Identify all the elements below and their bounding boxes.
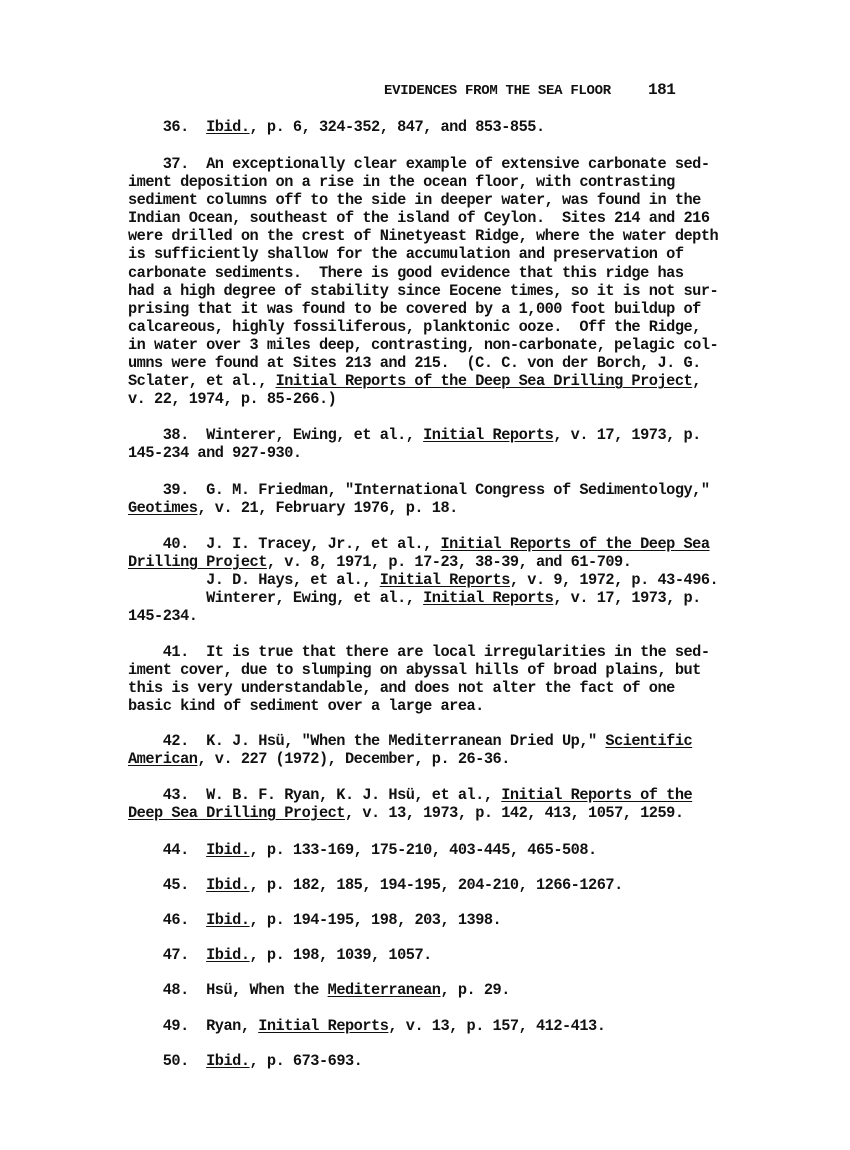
footnote-line	[128, 571, 719, 590]
underlined-citation-text: Ibid.	[206, 946, 250, 964]
footnote-text: 48. Hsü, When the	[128, 981, 328, 999]
footnote-line	[128, 444, 703, 462]
footnote-text: is sufficiently shallow for the accumulation and preservation of	[128, 245, 684, 264]
underlined-citation-text: Scientific	[605, 732, 693, 750]
footnote-text: 50.	[128, 1052, 207, 1070]
footnote-line	[128, 118, 703, 136]
footnote-text: 36.	[128, 118, 207, 136]
footnote-41	[128, 643, 710, 716]
footnote-line	[128, 911, 703, 929]
footnote-43	[128, 786, 703, 822]
footnote-text: Winterer, Ewing, et al.,	[128, 589, 424, 608]
page-header	[384, 81, 684, 100]
underlined-citation-text: Ibid.	[206, 911, 250, 929]
footnote-text: , p. 133-169, 175-210, 403-445, 465-508.	[249, 841, 597, 859]
footnote-line	[128, 679, 703, 697]
underlined-citation-text: Initial Reports	[258, 1017, 389, 1035]
footnote-line	[128, 481, 710, 499]
footnote-text: , p. 29.	[440, 981, 510, 999]
underlined-citation-text: Ibid.	[206, 1052, 250, 1070]
footnote-text: 41. It is true that there are local irregularities in the sed-	[128, 643, 710, 661]
underlined-citation-text: Ibid.	[206, 876, 250, 894]
footnote-text: 42. K. J. Hsü, "When the Mediterranean Dried Up,"	[128, 732, 606, 750]
footnote-text: had a high degree of stability since Eocene times, so it is not sur-	[128, 281, 719, 300]
footnote-text: , v. 13, 1973, p. 142, 413, 1057, 1259.	[345, 804, 684, 823]
footnote-text: 43. W. B. F. Ryan, K. J. Hsü, et al.,	[128, 786, 502, 804]
footnote-line	[128, 661, 703, 679]
footnote-40	[128, 535, 719, 626]
footnote-text: 145-234.	[128, 607, 198, 626]
footnote-text: calcareous, highly fossiliferous, planktonic ooze. Off the Ridge,	[128, 317, 701, 336]
footnote-line	[128, 1052, 703, 1070]
footnote-line	[128, 697, 703, 715]
footnote-line	[128, 804, 703, 822]
footnote-text: basic kind of sediment over a large area.	[128, 697, 484, 716]
footnote-text: 145-234 and 927-930.	[128, 444, 302, 463]
footnote-text: , v. 21, February 1976, p. 18.	[197, 499, 458, 518]
footnote-line	[128, 227, 719, 246]
footnote-line	[128, 589, 703, 607]
footnote-line	[128, 264, 703, 282]
footnote-line	[128, 841, 703, 859]
footnote-line	[128, 300, 703, 318]
footnote-text: , v. 9, 1972, p. 43-496.	[509, 571, 719, 590]
footnote-text: 37. An exceptionally clear example of extensive carbonate sed-	[128, 155, 710, 173]
footnote-text: J. D. Hays, et al.,	[128, 571, 380, 590]
underlined-citation-text: Initial Reports of the	[501, 786, 693, 804]
footnote-44	[128, 841, 703, 859]
footnote-text: , v. 13, p. 157, 412-413.	[388, 1017, 606, 1035]
underlined-citation-text: American	[128, 750, 198, 769]
footnote-text: Indian Ocean, southeast of the island of Ceylon. Sites 214 and 216	[128, 209, 710, 228]
footnote-46	[128, 911, 703, 929]
underlined-citation-text: Ibid.	[206, 841, 250, 859]
footnote-line	[128, 209, 710, 228]
footnote-text: iment cover, due to slumping on abyssal hills of broad plains, but	[128, 661, 701, 680]
footnote-text: 39. G. M. Friedman, "International Congress of Sedimentology,"	[128, 481, 710, 499]
footnote-line	[128, 390, 703, 408]
footnote-line	[128, 281, 719, 300]
footnote-47	[128, 946, 703, 964]
footnote-line	[128, 354, 703, 372]
underlined-citation-text: Initial Reports	[379, 571, 510, 590]
underlined-citation-text: Initial Reports	[423, 426, 554, 444]
footnote-36	[128, 118, 703, 136]
footnote-text: ,	[692, 372, 701, 391]
footnote-line	[128, 372, 703, 390]
underlined-citation-text: Mediterranean	[327, 981, 441, 999]
footnote-48	[128, 981, 703, 999]
footnote-line	[128, 318, 703, 336]
footnote-text: , v. 227 (1972), December, p. 26-36.	[197, 750, 510, 769]
footnote-line	[128, 191, 703, 209]
footnote-text: 47.	[128, 946, 207, 964]
footnote-text: 44.	[128, 841, 207, 859]
footnote-line	[128, 173, 703, 191]
underlined-citation-text: Drilling Project	[128, 553, 267, 572]
footnote-text: 49. Ryan,	[128, 1017, 259, 1035]
footnote-text: umns were found at Sites 213 and 215. (C. C. von der Borch, J. G.	[128, 354, 701, 373]
footnote-line	[128, 607, 703, 625]
footnote-line	[128, 786, 703, 804]
footnote-text: 40. J. I. Tracey, Jr., et al.,	[128, 535, 441, 553]
footnote-text: , p. 182, 185, 194-195, 204-210, 1266-1267.	[249, 876, 623, 894]
footnote-line	[128, 732, 703, 750]
footnote-39	[128, 481, 710, 518]
footnote-line	[128, 876, 703, 894]
footnote-text: , v. 17, 1973, p.	[553, 589, 701, 608]
footnote-text: iment deposition on a rise in the ocean floor, with contrasting	[128, 173, 675, 192]
underlined-citation-text: Deep Sea Drilling Project	[128, 804, 345, 823]
footnote-49	[128, 1017, 703, 1035]
footnote-text: , v. 17, 1973, p.	[553, 426, 701, 444]
underlined-citation-text: Geotimes	[128, 499, 198, 518]
footnote-text: , p. 194-195, 198, 203, 1398.	[249, 911, 502, 929]
footnote-line	[128, 750, 703, 768]
underlined-citation-text: Initial Reports of the Deep Sea	[440, 535, 710, 553]
footnote-text: , v. 8, 1971, p. 17-23, 38-39, and 61-709.	[266, 553, 632, 572]
footnote-text: sediment columns off to the side in deeper water, was found in the	[128, 191, 701, 210]
footnote-42	[128, 732, 703, 768]
underlined-citation-text: Ibid.	[206, 118, 250, 136]
footnote-text: prising that it was found to be covered by a 1,000 foot buildup of	[128, 299, 701, 318]
underlined-citation-text: Initial Reports	[423, 589, 554, 608]
footnote-text: carbonate sediments. There is good evidence that this ridge has	[128, 263, 684, 282]
footnote-45	[128, 876, 703, 894]
footnote-text: 46.	[128, 911, 207, 929]
footnote-text: this is very understandable, and does not alter the fact of one	[128, 679, 675, 698]
footnote-38	[128, 426, 703, 462]
footnote-text: 45.	[128, 876, 207, 894]
footnote-text: in water over 3 miles deep, contrasting, non-carbonate, pelagic col-	[128, 335, 719, 354]
footnote-line	[128, 155, 710, 173]
footnote-line	[128, 553, 703, 571]
footnote-line	[128, 1017, 703, 1035]
footnote-text: were drilled on the crest of Ninetyeast Ridge, where the water depth	[128, 227, 719, 246]
footnote-text: , p. 6, 324-352, 847, and 853-855.	[249, 118, 545, 136]
footnote-line	[128, 946, 703, 964]
underlined-citation-text: Initial Reports of the Deep Sea Drilling Project	[275, 372, 693, 391]
running-head: EVIDENCES FROM THE SEA FLOOR	[384, 83, 611, 99]
footnote-line	[128, 643, 710, 661]
footnote-text: 38. Winterer, Ewing, et al.,	[128, 426, 424, 444]
footnote-line	[128, 535, 710, 553]
footnote-50	[128, 1052, 703, 1070]
footnote-line	[128, 499, 703, 517]
footnote-text: v. 22, 1974, p. 85-266.)	[128, 390, 337, 409]
footnote-line	[128, 426, 703, 444]
page-number: 181	[648, 81, 676, 99]
footnote-line	[128, 335, 719, 354]
footnote-text: Sclater, et al.,	[128, 372, 276, 391]
footnote-line	[128, 981, 703, 999]
footnote-text: , p. 198, 1039, 1057.	[249, 946, 432, 964]
footnote-line	[128, 245, 703, 263]
footnote-37	[128, 155, 719, 409]
footnote-text: , p. 673-693.	[249, 1052, 363, 1070]
